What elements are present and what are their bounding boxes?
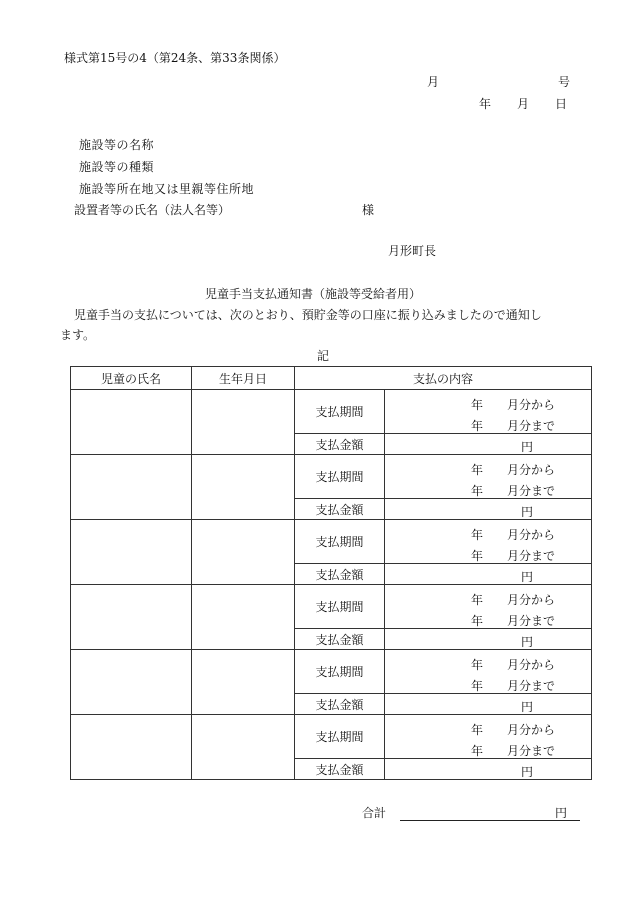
date-month: 月: [517, 97, 530, 111]
period-label: 支払期間: [295, 715, 385, 759]
period-to-month: 月分まで: [507, 484, 556, 498]
date-day: 日: [555, 97, 568, 111]
period-to-month: 月分まで: [507, 614, 556, 628]
ref-month: 月: [427, 75, 440, 89]
period-from-year: 年: [471, 398, 484, 412]
header-payment-details: 支払の内容: [295, 367, 592, 390]
child-name-cell[interactable]: [71, 520, 192, 585]
period-from-month: 月分から: [507, 528, 556, 542]
birthdate-cell[interactable]: [192, 585, 295, 650]
table-row: [71, 390, 592, 434]
period-to-row: [385, 612, 591, 626]
table-row: [71, 650, 592, 694]
period-to-year: 年: [471, 419, 484, 433]
child-name-cell[interactable]: [71, 585, 192, 650]
amount-label: 支払金額: [295, 499, 385, 520]
table-row: [71, 715, 592, 759]
body-text-line1: 児童手当の支払については、次のとおり、預貯金等の口座に振り込みましたので通知し: [74, 308, 542, 322]
amount-cell[interactable]: [385, 759, 592, 780]
amount-label: 支払金額: [295, 564, 385, 585]
amount-yen: 円: [521, 700, 534, 714]
header-child-name: 児童の氏名: [71, 367, 192, 390]
facility-type-label: 施設等の種類: [79, 160, 155, 174]
birthdate-cell[interactable]: [192, 455, 295, 520]
birthdate-cell[interactable]: [192, 650, 295, 715]
period-from-row: [385, 461, 591, 475]
ki-label: 記: [317, 349, 330, 363]
period-to-row: [385, 482, 591, 496]
header-birthdate: 生年月日: [192, 367, 295, 390]
table-header-row: [71, 367, 592, 390]
amount-label: 支払金額: [295, 434, 385, 455]
amount-yen: 円: [521, 635, 534, 649]
amount-label: 支払金額: [295, 759, 385, 780]
ref-number: 号: [558, 75, 571, 89]
period-label: 支払期間: [295, 650, 385, 694]
period-from-month: 月分から: [507, 463, 556, 477]
amount-yen: 円: [521, 440, 534, 454]
birthdate-cell[interactable]: [192, 390, 295, 455]
facility-name-label: 施設等の名称: [79, 138, 155, 152]
period-from-year: 年: [471, 528, 484, 542]
period-to-year: 年: [471, 744, 484, 758]
founder-name-label: 設置者等の氏名（法人名等）: [74, 203, 231, 217]
amount-yen: 円: [521, 765, 534, 779]
period-to-month: 月分まで: [507, 419, 556, 433]
total-label: 合計: [362, 806, 387, 820]
birthdate-cell[interactable]: [192, 715, 295, 780]
amount-label: 支払金額: [295, 629, 385, 650]
amount-cell[interactable]: [385, 434, 592, 455]
table-row: [71, 585, 592, 629]
table-row: [71, 520, 592, 564]
period-to-month: 月分まで: [507, 549, 556, 563]
period-cell[interactable]: [385, 390, 592, 434]
period-from-month: 月分から: [507, 398, 556, 412]
amount-cell[interactable]: [385, 694, 592, 715]
period-to-year: 年: [471, 679, 484, 693]
period-from-row: [385, 526, 591, 540]
period-from-year: 年: [471, 723, 484, 737]
facility-address-label: 施設等所在地又は里親等住所地: [79, 182, 255, 196]
period-label: 支払期間: [295, 455, 385, 499]
issuer: 月形町長: [388, 244, 437, 258]
period-from-row: [385, 591, 591, 605]
amount-cell[interactable]: [385, 629, 592, 650]
child-name-cell[interactable]: [71, 390, 192, 455]
period-to-row: [385, 742, 591, 756]
document-title: 児童手当支払通知書（施設等受給者用）: [205, 287, 422, 301]
period-from-year: 年: [471, 658, 484, 672]
period-to-month: 月分まで: [507, 679, 556, 693]
period-from-month: 月分から: [507, 658, 556, 672]
date-year: 年: [479, 97, 492, 111]
amount-cell[interactable]: [385, 499, 592, 520]
amount-cell[interactable]: [385, 564, 592, 585]
amount-label: 支払金額: [295, 694, 385, 715]
period-from-row: [385, 656, 591, 670]
total-underline: [400, 820, 580, 821]
period-to-row: [385, 677, 591, 691]
period-cell[interactable]: [385, 455, 592, 499]
birthdate-cell[interactable]: [192, 520, 295, 585]
period-to-row: [385, 417, 591, 431]
period-from-row: [385, 721, 591, 735]
period-label: 支払期間: [295, 585, 385, 629]
period-cell[interactable]: [385, 715, 592, 759]
period-cell[interactable]: [385, 520, 592, 564]
form-number: 様式第15号の4（第24条、第33条関係）: [64, 51, 286, 65]
payment-table: [70, 366, 592, 780]
total-yen: 円: [555, 806, 568, 820]
period-to-month: 月分まで: [507, 744, 556, 758]
period-cell[interactable]: [385, 585, 592, 629]
period-from-row: [385, 396, 591, 410]
period-to-year: 年: [471, 549, 484, 563]
period-cell[interactable]: [385, 650, 592, 694]
child-name-cell[interactable]: [71, 650, 192, 715]
period-from-year: 年: [471, 463, 484, 477]
period-from-month: 月分から: [507, 593, 556, 607]
child-name-cell[interactable]: [71, 715, 192, 780]
amount-yen: 円: [521, 570, 534, 584]
child-name-cell[interactable]: [71, 455, 192, 520]
period-label: 支払期間: [295, 520, 385, 564]
period-to-row: [385, 547, 591, 561]
period-from-year: 年: [471, 593, 484, 607]
table-row: [71, 455, 592, 499]
period-from-month: 月分から: [507, 723, 556, 737]
amount-yen: 円: [521, 505, 534, 519]
honorific: 様: [362, 203, 375, 217]
period-to-year: 年: [471, 484, 484, 498]
period-to-year: 年: [471, 614, 484, 628]
body-text-line2: ます。: [60, 328, 96, 342]
period-label: 支払期間: [295, 390, 385, 434]
